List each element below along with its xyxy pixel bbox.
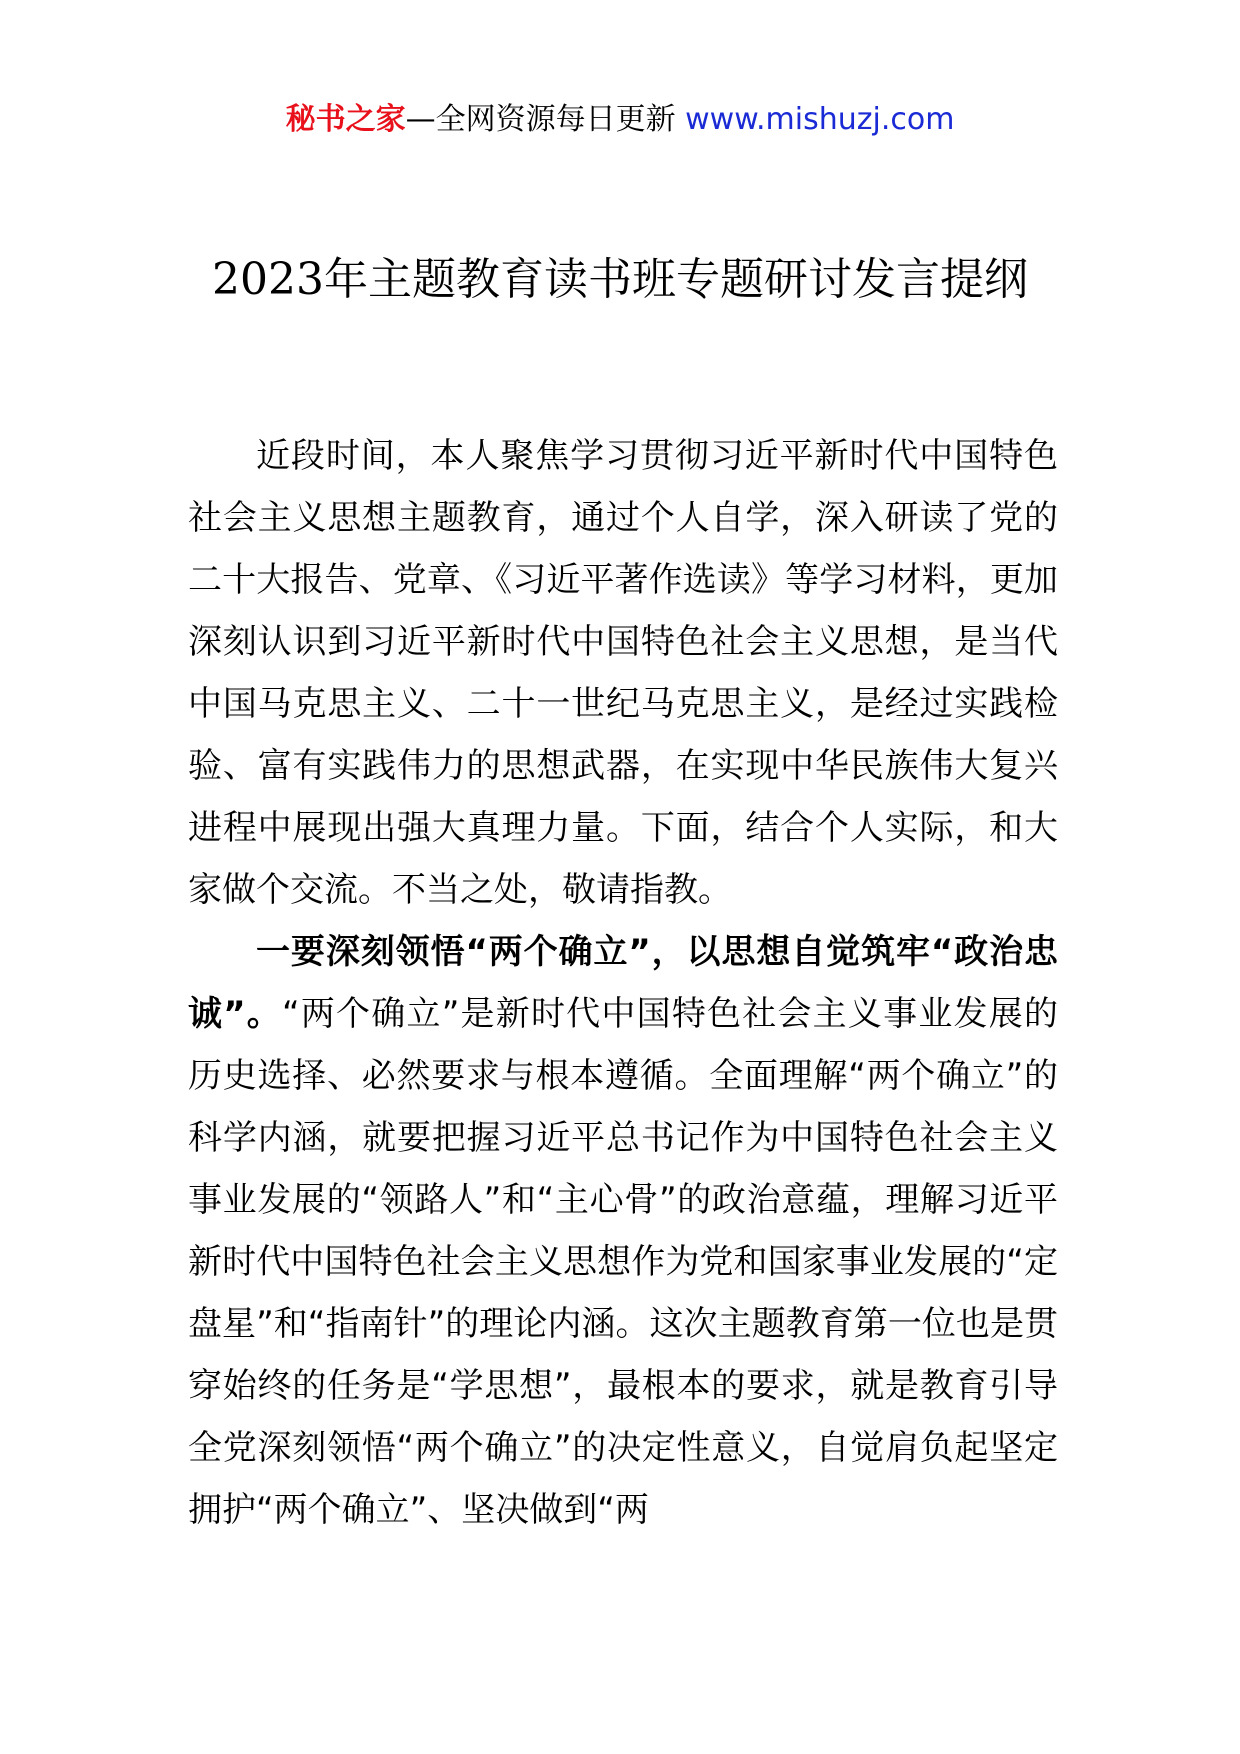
paragraph-point-one	[188, 921, 1058, 1541]
title-year: 2023	[212, 254, 324, 305]
brand-name: 秘书之家	[285, 102, 406, 137]
title-text: 年主题教育读书班专题研讨发言提纲	[323, 254, 1028, 305]
header-tagline: —全网资源每日更新	[405, 102, 686, 137]
paragraph-intro	[188, 425, 1058, 921]
paragraph-text: “两个确立”是新时代中国特色社会主义事业发展的历史选择、必然要求与根本遵循。全面理解“两个确立”的科学内涵，就要把握习近平总书记作为中国特色社会主义事业发展的“领路人”和“主心骨”的政治意蕴，理解习近平新时代中国特色社会主义思想作为党和国家事业发展的“定盘星”和“指南针”的理论内涵。这次主题教育第一位也是贯穿始终的任务是“学思想”，最根本的要求，就是教育引导全党深刻领悟“两个确立”的决定性意义，自觉肩负起坚定拥护“两个确立”、坚决做到“两	[188, 994, 1058, 1530]
document-body	[188, 425, 1058, 1541]
paragraph-lead-heading: 一要深刻领悟“两个确立”，以思想自觉筑牢“政治忠诚”。	[188, 932, 1058, 1034]
site-header	[0, 100, 1240, 140]
site-url-link[interactable]: www.mishuzj.com	[685, 102, 955, 137]
paragraph-text: 近段时间，本人聚焦学习贯彻习近平新时代中国特色社会主义思想主题教育，通过个人自学，深入研读了党的二十大报告、党章、《习近平著作选读》等学习材料，更加深刻认识到习近平新时代中国特色社会主义思想，是当代中国马克思主义、二十一世纪马克思主义，是经过实践检验、富有实践伟力的思想武器，在实现中华民族伟大复兴进程中展现出强大真理力量。下面，结合个人实际，和大家做个交流。不当之处，敬请指教。	[188, 436, 1058, 910]
document-title	[0, 250, 1240, 310]
